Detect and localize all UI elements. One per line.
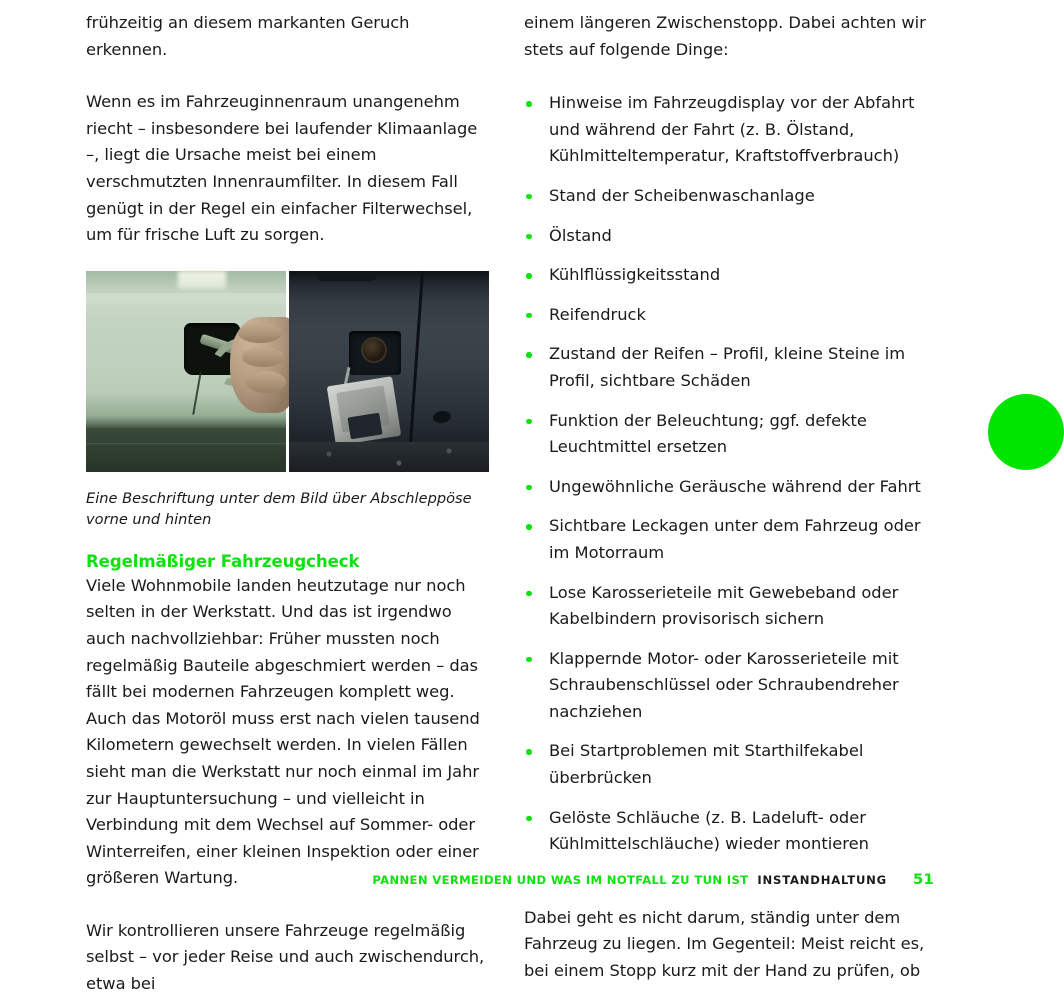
section-heading: Regelmäßiger Fahrzeugcheck	[86, 551, 360, 571]
bullet-dot-icon	[526, 657, 532, 663]
chapter-edge-tab-icon	[988, 394, 1064, 470]
photo-tow-hook-front	[86, 271, 286, 472]
list-item-label: Ungewöhnliche Geräusche während der Fahrt	[549, 476, 921, 496]
list-item-label: Sichtbare Leckagen unter dem Fahrzeug oder im Motorraum	[549, 516, 921, 562]
list-item	[524, 302, 934, 329]
paragraph-gap	[86, 892, 492, 918]
bullet-dot-icon	[526, 816, 532, 822]
bullet-dot-icon	[526, 313, 532, 319]
list-item	[524, 90, 934, 170]
list-item	[524, 341, 934, 394]
page-footer	[0, 871, 1020, 889]
list-top-gap	[524, 63, 934, 90]
right-paragraph-1: einem längeren Zwischenstopp. Dabei achten wir stets auf folgende Dinge:	[524, 13, 926, 59]
list-item	[524, 183, 934, 210]
left-paragraph-1: frühzeitig an diesem markanten Geruch erkennen.	[86, 13, 410, 59]
photo-front-ground-line	[86, 443, 286, 444]
bullet-dot-icon	[526, 749, 532, 755]
photo-front-ground	[86, 428, 286, 472]
page-number: 51	[912, 871, 934, 888]
left-paragraph-2: Wenn es im Fahrzeuginnenraum unangenehm riecht – insbesondere bei laufender Klimaanlage –, liegt die Ursache meist bei einem verschmutzten Innenraumfilter. In diesem Fall genügt in der Regel ein einfacher Filterwechsel, um für frische Luft zu sorgen.	[86, 92, 478, 245]
bullet-dot-icon	[526, 273, 532, 279]
bullet-dot-icon	[526, 352, 532, 358]
photo-rear-tow-eye-hole	[361, 337, 387, 363]
list-item	[524, 223, 934, 250]
bullet-dot-icon	[526, 101, 532, 107]
list-item-label: Ölstand	[549, 225, 612, 245]
list-item-label: Klappernde Motor- oder Karosserieteile mit Schraubenschlüssel oder Schraubendreher nachziehen	[549, 648, 899, 721]
bullet-dot-icon	[526, 485, 532, 491]
figure-photo-strip	[86, 271, 489, 472]
list-item	[524, 805, 934, 858]
list-item	[524, 513, 934, 566]
list-item-label: Kühlflüssigkeitsstand	[549, 265, 721, 285]
bullet-dot-icon	[526, 591, 532, 597]
list-item	[524, 738, 934, 791]
list-item-label: Lose Karosserieteile mit Gewebeband oder Kabelbindern provisorisch sichern	[549, 582, 899, 629]
left-paragraph-4: Wir kontrollieren unsere Fahrzeuge regelmäßig selbst – vor jeder Reise und auch zwischendurch, etwa bei	[86, 920, 485, 994]
photo-rear-top-notch	[317, 271, 377, 281]
photo-rear-ground	[289, 442, 489, 472]
list-item-label: Zustand der Reifen – Profil, kleine Steine im Profil, sichtbare Schäden	[549, 344, 906, 390]
right-column	[524, 0, 934, 985]
list-item-label: Hinweise im Fahrzeugdisplay vor der Abfahrt und während der Fahrt (z. B. Ölstand, Kühlmitteltemperatur, Kraftstoffverbrauch)	[549, 93, 915, 166]
bullet-dot-icon	[526, 194, 532, 200]
list-item	[524, 646, 934, 726]
list-item	[524, 580, 934, 633]
figure-caption: Eine Beschriftung unter dem Bild über Abschleppöse vorne und hinten	[86, 489, 472, 528]
bullet-dot-icon	[526, 234, 532, 240]
list-item-label: Reifendruck	[549, 304, 646, 324]
list-item	[524, 408, 934, 461]
paragraph-gap	[86, 63, 492, 89]
right-paragraph-2: Dabei geht es nicht darum, ständig unter dem Fahrzeug zu liegen. Im Gegenteil: Meist reicht es, bei einem Stopp kurz mit der Hand zu prüfen, ob	[524, 907, 925, 981]
vehicle-check-list	[524, 90, 934, 858]
photo-tow-hook-rear	[289, 271, 489, 472]
list-item	[524, 262, 934, 289]
left-paragraph-3: Viele Wohnmobile landen heutzutage nur noch selten in der Werkstatt. Und das ist irgendwo auch nachvollziehbar: Früher mussten noch regelmäßig Bauteile abgeschmiert werden – das fällt bei modernen Fahrzeugen komplett weg. Auch das Motoröl muss erst nach vielen tausend Kilometern gewechselt werden. In vielen Fällen sieht man die Werkstatt nur noch einmal im Jahr zur Hauptuntersuchung – und vielleicht in Verbindung mit dem Wechsel auf Sommer- oder Winterreifen, einer kleinen Inspektion oder einer größeren Wartung.	[86, 575, 480, 888]
list-item	[524, 474, 934, 501]
footer-section-title: INSTANDHALTUNG	[757, 873, 887, 887]
left-column	[86, 0, 492, 998]
list-item-label: Gelöste Schläuche (z. B. Ladeluft- oder Kühlmittelschläuche) wieder montieren	[549, 807, 869, 854]
bullet-dot-icon	[526, 419, 532, 425]
footer-chapter-title: PANNEN VERMEIDEN UND WAS IM NOTFALL ZU TUN IST	[372, 873, 749, 887]
photo-front-highlight	[178, 271, 226, 289]
list-item-label: Stand der Scheibenwaschanlage	[549, 185, 815, 205]
list-item-label: Bei Startproblemen mit Starthilfekabel überbrücken	[549, 741, 864, 788]
bullet-dot-icon	[526, 524, 532, 530]
photo-front-finger	[238, 323, 282, 343]
list-item-label: Funktion der Beleuchtung; ggf. defekte Leuchtmittel ersetzen	[549, 410, 867, 457]
